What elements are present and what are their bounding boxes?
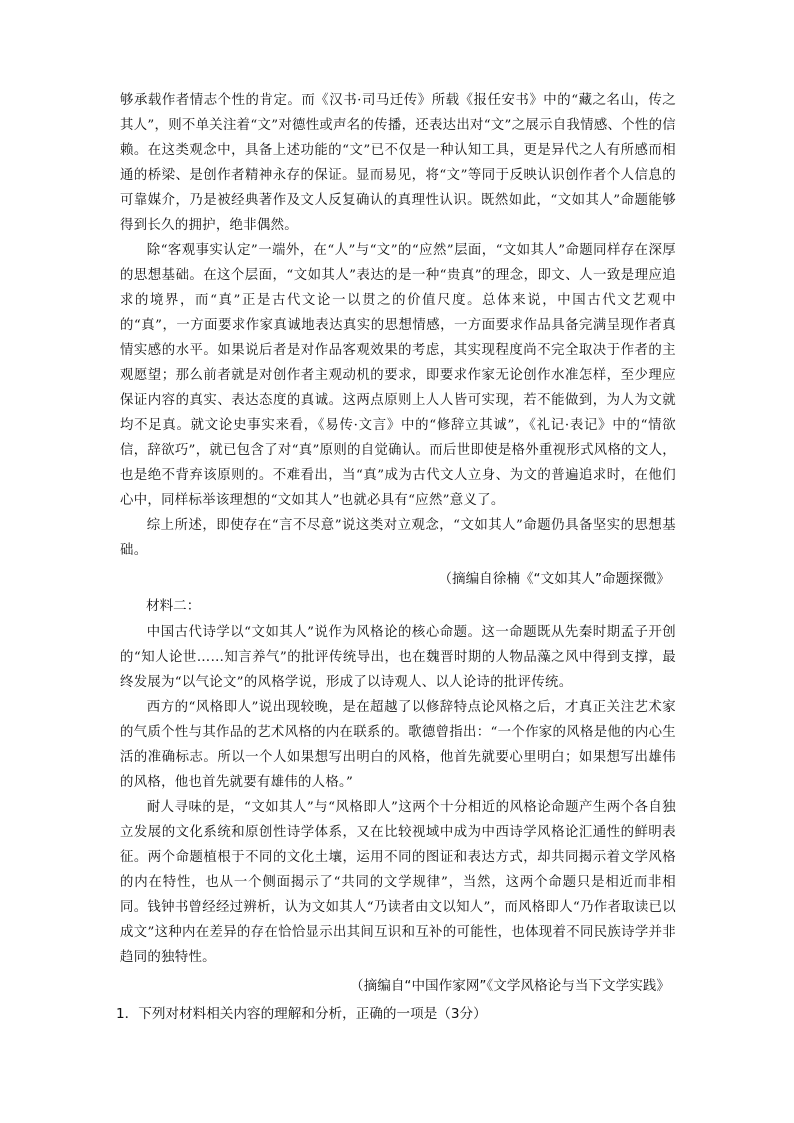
material2-label: 材料二：	[146, 598, 201, 614]
material2-paragraph-2: 西方的“风格即人”说出现较晚，是在超越了以修辞特点论风格之后，才真正关注艺术家的气质个性与其作品的艺术风格的内在联系的。歌德曾指出：“一个作家的风格是他的内心生活的准确标志。所以一个人如果想写出明白的风格，他首先就要心里明白；如果想写出雄伟的风格，他也首先就要有雄伟的人格。”	[120, 700, 676, 790]
material1-paragraph-2: 除“客观事实认定”一端外，在“人”与“文”的“应然”层面，“文如其人”命题同样存在深厚的思想基础。在这个层面，“文如其人”表达的是一种“贵真”的理念，即文、人一致是理应追求的境界，而“真”正是古代文论一以贯之的价值尺度。总体来说，中国古代文艺观中的“真”，一方面要求作家真诚地表达真实的思想情感，一方面要求作品具备完满呈现作者真情实感的水平。如果说后者是对作品客观效果的考虑，其实现程度尚不完全取决于作者的主观愿望；那么前者就是对创作者主观动机的要求，即要求作家无论创作水准怎样，至少理应保证内容的真实、表达态度的真诚。这两点原则上人人皆可实现，若不能做到，为人为文就均不足真。就文论史事实来看，《易传·文言》中的“修辞立其诚”，《礼记·表记》中的“情欲信，辞欲巧”，就已包含了对“真”原则的自觉确认。而后世即使是格外重视形式风格的文人，也是绝不背弃该原则的。不难看出，当“真”成为古代文人立身、为文的普遍追求时，在他们心中，同样标举该理想的“文如其人”也就必具有“应然”意义了。	[120, 243, 676, 508]
material2-paragraph-1: 中国古代诗学以“文如其人”说作为风格论的核心命题。这一命题既从先秦时期孟子开创的“知人论世……知言养气”的批评传统导出，也在魏晋时期的人物品藻之风中得到支撑，最终发展为“以气论文”的风格学说，形成了以诗观人、以人论诗的批评传统。	[120, 625, 676, 690]
material1-source: （摘编自徐楠《“文如其人”命题探微》	[438, 571, 670, 587]
material2-source: （摘编自“中国作家网”《文学风格论与当下文学实践》	[350, 978, 670, 994]
material1-paragraph-1: 够承载作者情志个性的肯定。而《汉书·司马迁传》所载《报任安书》中的“藏之名山，传之其人”，则不单关注着“文”对德性或声名的传播，还表达出对“文”之展示自我情感、个性的信赖。在这类观念中，具备上述功能的“文”已不仅是一种认知工具，更是异代之人有所感而相通的桥梁、是创作者精神永存的保证。显而易见，将“文”等同于反映认识创作者个人信息的可靠媒介，乃是被经典著作及文人反复确认的真理性认识。既然如此，“文如其人”命题能够得到长久的拥护，绝非偶然。	[120, 93, 676, 233]
material2-paragraph-3: 耐人寻味的是，“文如其人”与“风格即人”这两个十分相近的风格论命题产生两个各自独立发展的文化系统和原创性诗学体系，又在比较视域中成为中西诗学风格论汇通性的鲜明表征。两个命题植根于不同的文化土壤，运用不同的图证和表达方式，却共同揭示着文学风格的内在特性，也从一个侧面揭示了“共同的文学规律”，当然，这两个命题只是相近而非相同。钱钟书曾经经过辨析，认为文如其人“乃读者由文以知人”，而风格即人“乃作者取读已以成文”这种内在差异的存在恰恰显示出其间互识和互补的可能性，也体现着不同民族诗学并非趋同的独特性。	[120, 800, 676, 965]
material1-paragraph-3: 综上所述，即使存在“言不尽意”说这类对立观念，“文如其人”命题仍具备坚实的思想基础。	[120, 518, 676, 558]
document-body	[116, 88, 676, 1028]
question-1: 1．下列对材料相关内容的理解和分析，正确的一项是（3分）	[116, 1006, 487, 1022]
